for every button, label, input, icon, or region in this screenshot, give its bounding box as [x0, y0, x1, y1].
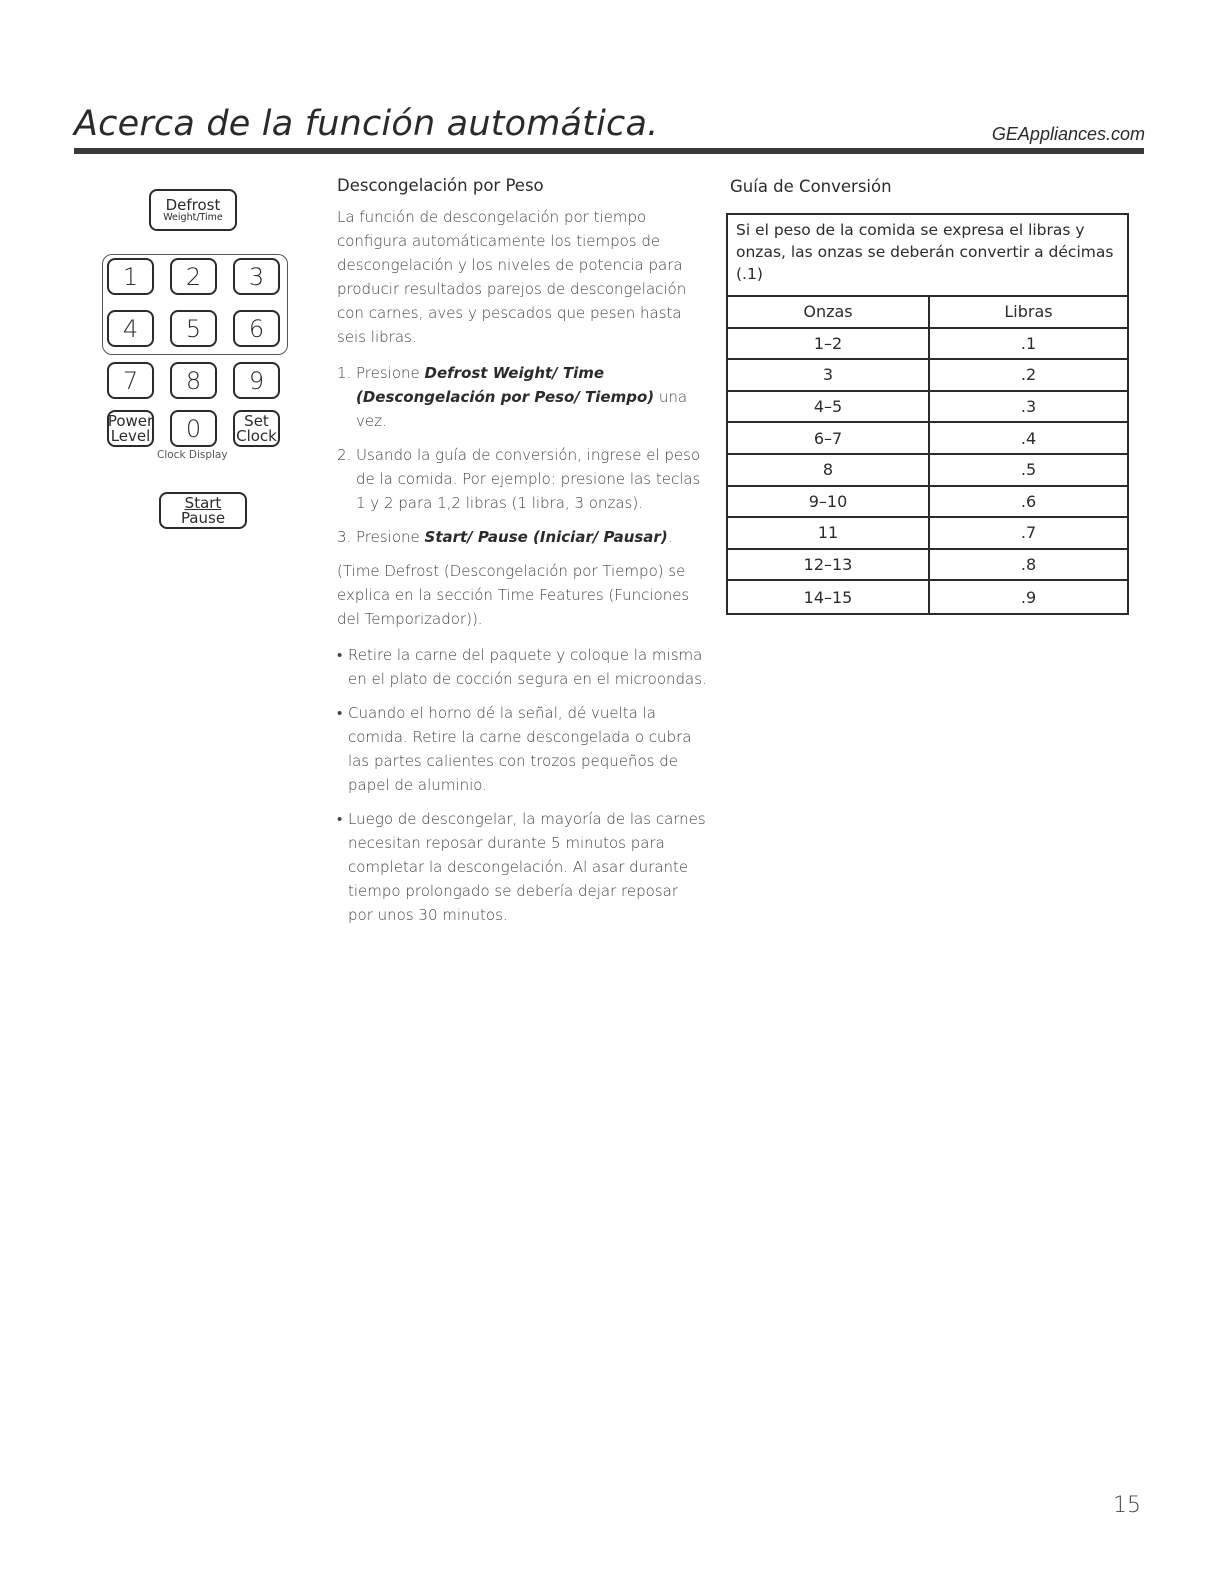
step-number: 1. — [337, 364, 352, 382]
table-row — [728, 392, 1127, 424]
defrost-by-weight-section — [337, 176, 707, 937]
table-row — [728, 550, 1127, 582]
key-3: 3 — [233, 258, 280, 295]
tip-item: • Luego de descongelar, la mayoría de las carnes necesitan reposar durante 5 minutos para completar la descongelación. Al asar durante tiempo prolongado se debería dejar reposar por unos 30 minutos. — [337, 807, 707, 927]
tip-item: • Retire la carne del paquete y coloque la misma en el plato de cocción segura en el microondas. — [337, 643, 707, 691]
ounces-cell: 6–7 — [728, 423, 930, 453]
clock-key-label: Clock — [236, 426, 277, 445]
table-row — [728, 360, 1127, 392]
pounds-cell: .1 — [1020, 333, 1037, 353]
pounds-cell: .2 — [1020, 365, 1037, 385]
pounds-cell: .3 — [1020, 397, 1037, 417]
ounces-cell: 12–13 — [728, 550, 930, 580]
key-9: 9 — [233, 362, 280, 399]
table-row — [728, 329, 1127, 361]
table-row — [728, 455, 1127, 487]
defrost-weight-time-key — [149, 189, 237, 231]
website-url: GEAppliances.com — [991, 124, 1145, 144]
ounces-cell: 4–5 — [728, 392, 930, 422]
key-5: 5 — [170, 310, 217, 347]
column-header-pounds: Libras — [1004, 302, 1053, 322]
column-header-ounces: Onzas — [728, 297, 930, 327]
pounds-cell: .8 — [1020, 555, 1037, 575]
pounds-cell: .7 — [1020, 523, 1037, 543]
start-pause-key — [159, 492, 247, 529]
pounds-cell: .5 — [1020, 460, 1037, 480]
key-4: 4 — [107, 310, 154, 347]
ounces-cell: 3 — [728, 360, 930, 390]
key-6: 6 — [233, 310, 280, 347]
set-clock-key — [233, 410, 280, 447]
ounces-cell: 14–15 — [728, 581, 930, 613]
page-title: Acerca de la función automática. — [74, 104, 659, 144]
key-7: 7 — [107, 362, 154, 399]
time-defrost-note: (Time Defrost (Descongelación por Tiempo) se explica en la sección Time Features (Funciones del Temporizador)). — [337, 562, 690, 628]
power-key-label: Power — [107, 411, 154, 430]
section-heading: Descongelación por Peso — [337, 176, 544, 195]
conversion-table — [726, 213, 1129, 615]
step-number: 2. — [337, 446, 352, 464]
tips-list — [337, 643, 707, 927]
step-3-emphasis: Start/ Pause (Iniciar/ Pausar) — [424, 528, 668, 546]
step-1: 1. Presione Defrost Weight/ Time (Descongelación por Peso/ Tiempo) una vez. — [337, 361, 707, 433]
level-key-label: Level — [110, 426, 151, 445]
set-key-label: Set — [244, 411, 269, 430]
key-2: 2 — [170, 258, 217, 295]
power-level-key — [107, 410, 154, 447]
conversion-guide-heading: Guía de Conversión — [730, 177, 892, 196]
ounces-cell: 8 — [728, 455, 930, 485]
keypad-illustration — [0, 0, 320, 560]
start-key-label: Start — [184, 493, 222, 512]
steps-list — [337, 361, 707, 549]
intro-paragraph: La función de descongelación por tiempo configura automáticamente los tiempos de descongelación y los niveles de potencia para producir resultados parejos de descongelación con carnes, aves y pescados que pesen hasta seis libras. — [337, 208, 687, 346]
key-0: 0 — [170, 410, 217, 447]
key-8: 8 — [170, 362, 217, 399]
table-header-row — [728, 297, 1127, 329]
ounces-cell: 1–2 — [728, 329, 930, 359]
conversion-intro: Si el peso de la comida se expresa el libras y onzas, las onzas se deberán convertir a décimas (.1) — [728, 215, 1127, 297]
table-row — [728, 423, 1127, 455]
step-1-emphasis: Defrost Weight/ Time (Descongelación por Peso/ Tiempo) — [356, 364, 655, 406]
defrost-key-sublabel: Weight/Time — [163, 211, 223, 223]
step-2: 2. Usando la guía de conversión, ingrese el peso de la comida. Por ejemplo: presione las teclas 1 y 2 para 1,2 libras (1 libra, 3 onzas). — [337, 443, 707, 515]
pounds-cell: .9 — [1020, 587, 1037, 607]
pause-key-label: Pause — [180, 508, 226, 527]
clock-display-label: Clock Display — [157, 449, 228, 461]
table-row — [728, 581, 1127, 613]
table-row — [728, 487, 1127, 519]
ounces-cell: 11 — [728, 518, 930, 548]
key-1: 1 — [107, 258, 154, 295]
tip-item: • Cuando el horno dé la señal, dé vuelta la comida. Retire la carne descongelada o cubra las partes calientes con trozos pequeños de papel de aluminio. — [337, 701, 707, 797]
pounds-cell: .4 — [1020, 428, 1037, 448]
step-3: 3. Presione Start/ Pause (Iniciar/ Pausar). — [337, 525, 707, 549]
page-number: 15 — [1113, 1493, 1141, 1518]
defrost-key-label: Defrost — [165, 195, 221, 214]
ounces-cell: 9–10 — [728, 487, 930, 517]
step-number: 3. — [337, 528, 352, 546]
table-row — [728, 518, 1127, 550]
pounds-cell: .6 — [1020, 491, 1037, 511]
